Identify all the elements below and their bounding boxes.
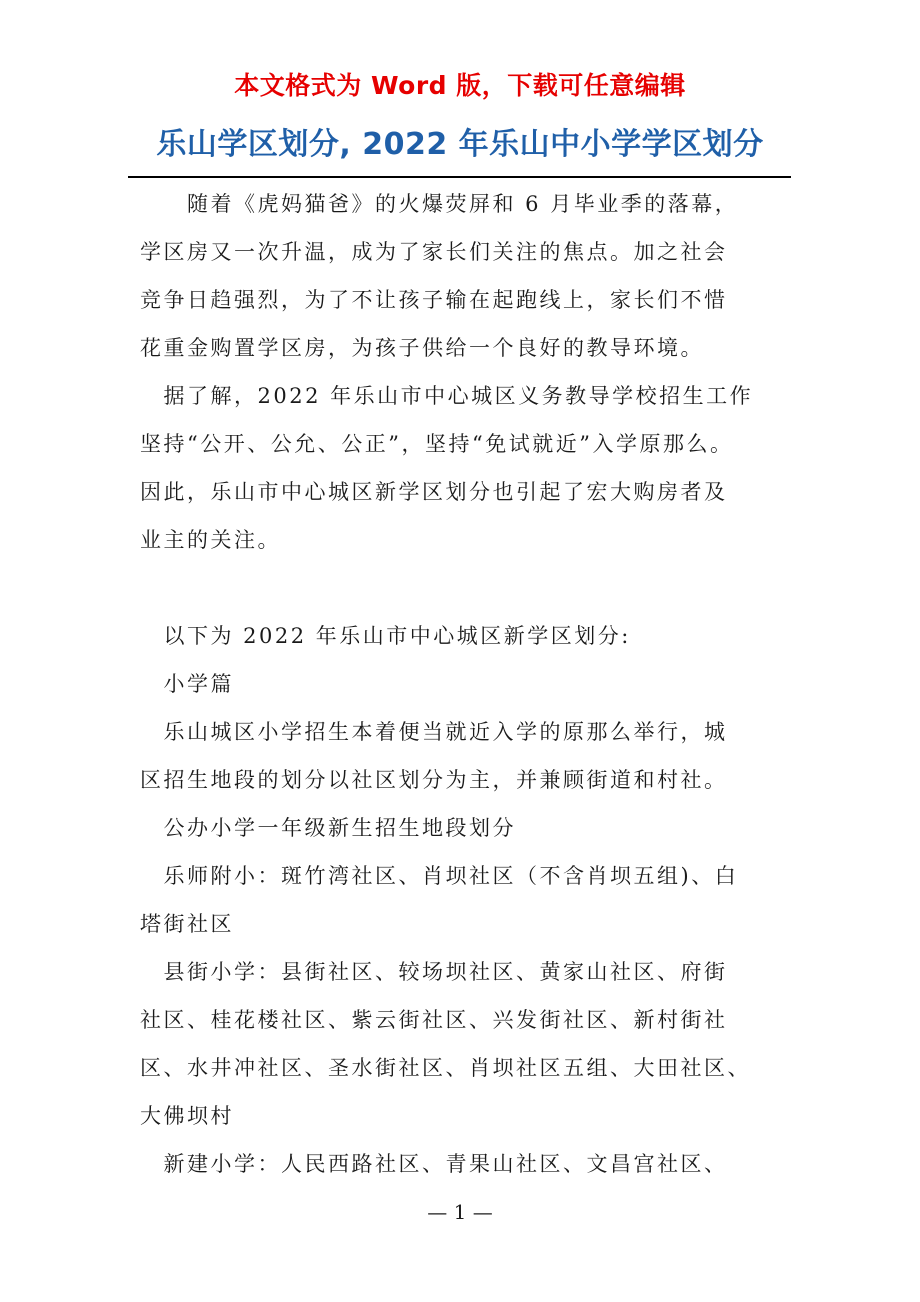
text-line: 据了解，2022 年乐山市中心城区义务教导学校招生工作 — [140, 384, 754, 408]
text-line: 区招生地段的划分以社区划分为主，并兼顾街道和村社。 — [140, 768, 728, 792]
page-title: 乐山学区划分, 2022 年乐山中小学学区划分 — [156, 127, 764, 162]
text-line: 因此，乐山市中心城区新学区划分也引起了宏大购房者及 — [140, 480, 728, 504]
text-line: 区、水井冲社区、圣水街社区、肖坝社区五组、大田社区、 — [140, 1056, 751, 1080]
article-body — [140, 180, 780, 1188]
word-format-banner: 本文格式为 Word 版，下载可任意编辑 — [234, 71, 686, 100]
text-line: 新建小学：人民西路社区、青果山社区、文昌宫社区、 — [140, 1152, 728, 1176]
page-number: — 1 — — [427, 1200, 493, 1224]
text-line: 学区房又一次升温，成为了家长们关注的焦点。加之社会 — [140, 240, 728, 264]
text-line: 业主的关注。 — [140, 528, 281, 552]
text-line: 塔街社区 — [140, 912, 234, 936]
text-line: 乐山城区小学招生本着便当就近入学的原那么举行，城 — [140, 720, 728, 744]
text-line: 以下为 2022 年乐山市中心城区新学区划分: — [140, 624, 631, 648]
text-line: 社区、桂花楼社区、紫云街社区、兴发街社区、新村街社 — [140, 1008, 728, 1032]
text-line: 竞争日趋强烈，为了不让孩子输在起跑线上，家长们不惜 — [140, 288, 728, 312]
text-line: 花重金购置学区房，为孩子供给一个良好的教导环境。 — [140, 336, 704, 360]
section-heading: 小学篇 — [140, 672, 234, 696]
title-divider — [128, 176, 791, 178]
text-line: 坚持“公开、公允、公正”，坚持“免试就近”入学原那么。 — [140, 432, 734, 456]
text-line: 随着《虎妈猫爸》的火爆荧屏和 6 月毕业季的落幕， — [140, 192, 739, 216]
paragraph-gap — [140, 564, 780, 612]
text-line: 县街小学：县街社区、较场坝社区、黄家山社区、府街 — [140, 960, 728, 984]
text-line: 大佛坝村 — [140, 1104, 234, 1128]
text-line: 公办小学一年级新生招生地段划分 — [140, 816, 516, 840]
text-line: 乐师附小：斑竹湾社区、肖坝社区（不含肖坝五组)、白 — [140, 864, 739, 888]
